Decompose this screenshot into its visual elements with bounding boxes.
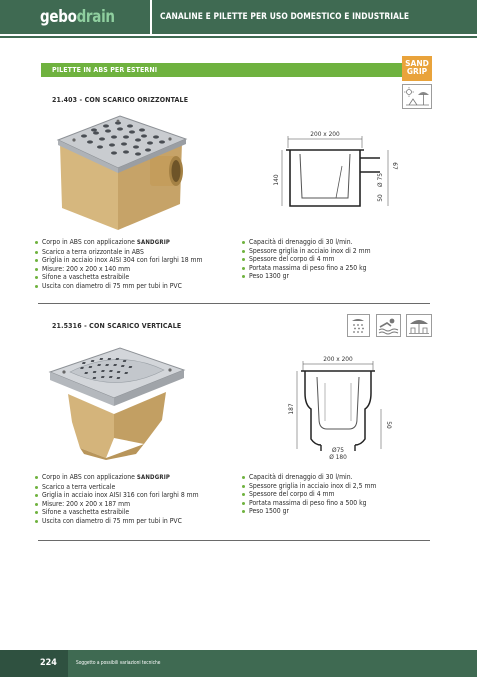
list-item: Uscita con diametro di 75 mm per tubi in PVC [35,517,199,526]
list-item: Spessore del corpo di 4 mm [242,490,376,499]
list-item: Portata massima di peso fino a 250 kg [242,264,371,273]
product-title-21403: 21.403 - CON SCARICO ORIZZONTALE [52,96,189,104]
product-2-features-right [242,473,376,516]
page-number: 224 [40,658,57,668]
dim-width: 200 x 200 [323,355,353,363]
list-item: Misure: 200 x 200 x 140 mm [35,265,202,274]
list-item: Capacità di drenaggio di 30 l/min. [242,473,376,482]
list-item: Griglia in acciaio inox AISI 316 con fori larghi 8 mm [35,491,199,500]
pool-swimmer-icon [376,314,401,337]
list-item: Sifone a vaschetta estraibile [35,508,199,517]
list-item: Corpo in ABS con applicazione SANDGRIP [35,473,199,483]
dim-bottom: 50 [376,194,384,202]
divider [38,540,430,541]
outdoor-use-icon [406,314,432,337]
page-number-box [0,650,68,677]
product-photo-vertical-drain [46,342,188,460]
list-item: Scarico a terra orizzontale in ABS [35,248,202,257]
page-header-title: CANALINE E PILETTE PER USO DOMESTICO E INDUSTRIALE [160,11,410,21]
dim-outlet: Ø 75 [376,173,384,187]
header-rule [0,36,477,38]
list-item: Misure: 200 x 200 x 187 mm [35,500,199,509]
shower-icon [347,314,370,337]
header-divider [150,0,152,34]
product-title-215316: 21.5316 - CON SCARICO VERTICALE [52,322,182,330]
technical-drawing-vertical-drain [285,353,405,461]
product-1-features-right [242,238,371,281]
list-item: Peso 1300 gr [242,272,371,281]
footer-note: Soggetto a possibili variazioni tecniche [76,661,161,666]
list-item: Portata massima di peso fino a 500 kg [242,499,376,508]
section-title: PILETTE IN ABS PER ESTERNI [52,66,158,74]
divider [38,303,430,304]
product-2-features-left [35,473,199,525]
product-photo-horizontal-drain [54,112,189,234]
outdoor-use-icon [402,84,432,109]
dim-side: 50 [385,421,393,429]
footer-bar [0,650,477,677]
list-item: Sifone a vaschetta estraibile [35,273,202,282]
list-item: Spessore griglia in acciaio inox di 2 mm [242,247,371,256]
dim-top: 67 [391,162,399,170]
list-item: Corpo in ABS con applicazione SANDGRIP [35,238,202,248]
dim-height: 140 [272,174,280,186]
list-item: Spessore griglia in acciaio inox di 2,5 mm [242,482,376,491]
dim-width: 200 x 200 [310,130,340,138]
technical-drawing-horizontal-drain [270,128,410,218]
list-item: Peso 1500 gr [242,507,376,516]
list-item: Scarico a terra verticale [35,483,199,492]
brand-logo: gebodrain [40,7,115,27]
sandgrip-logo: SAND GRIP [402,56,432,81]
list-item: Capacità di drenaggio di 30 l/min. [242,238,371,247]
dim-outlet-diameter: Ø75 [331,446,345,454]
list-item: Spessore del corpo di 4 mm [242,255,371,264]
list-item: Griglia in acciaio inox AISI 304 con fori larghi 18 mm [35,256,202,265]
list-item: Uscita con diametro di 75 mm per tubi in PVC [35,282,202,291]
product-1-features-left [35,238,202,290]
dim-height: 187 [287,403,295,415]
dim-body-diameter: Ø 180 [329,453,347,461]
